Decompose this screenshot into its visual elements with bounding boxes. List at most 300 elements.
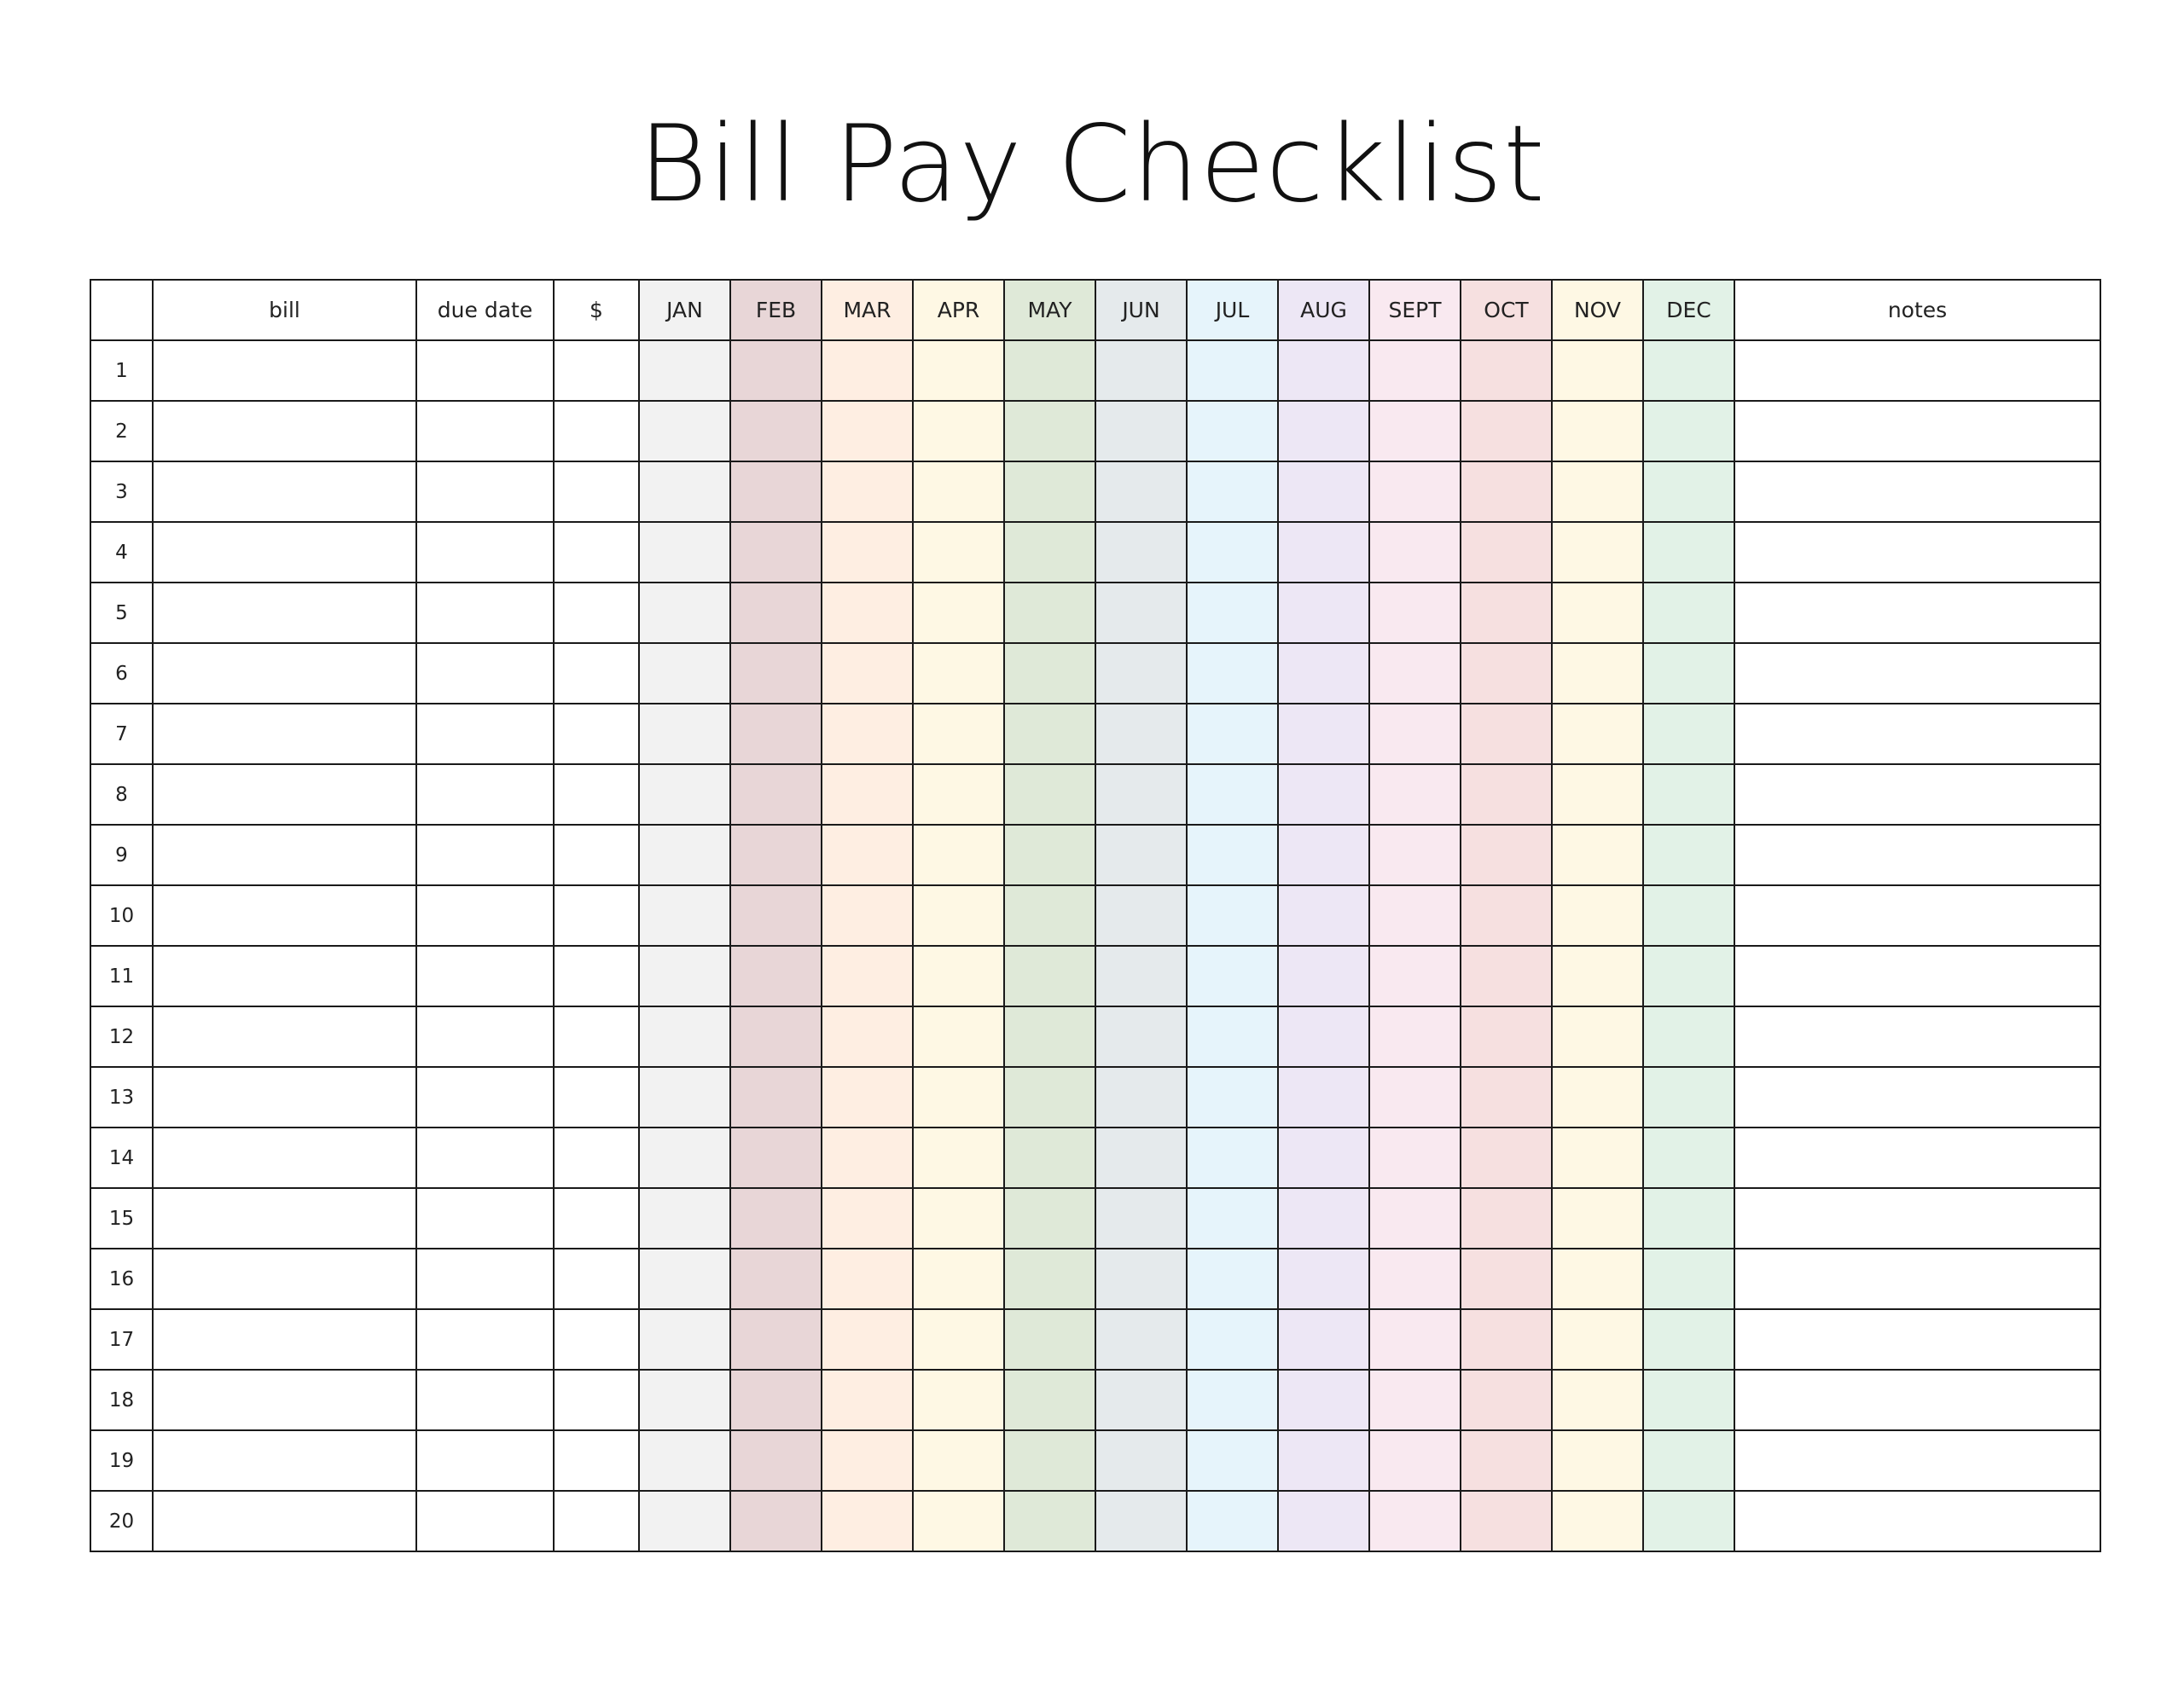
month-check-cell-dec[interactable] bbox=[1643, 704, 1734, 764]
month-check-cell-feb[interactable] bbox=[730, 1006, 822, 1067]
month-check-cell-jul[interactable] bbox=[1187, 1249, 1278, 1309]
amount-cell[interactable] bbox=[554, 401, 639, 461]
month-check-cell-jul[interactable] bbox=[1187, 1430, 1278, 1491]
month-check-cell-feb[interactable] bbox=[730, 1249, 822, 1309]
month-check-cell-jul[interactable] bbox=[1187, 1309, 1278, 1370]
due-date-cell[interactable] bbox=[416, 1430, 554, 1491]
month-check-cell-jul[interactable] bbox=[1187, 1370, 1278, 1430]
month-check-cell-nov[interactable] bbox=[1552, 340, 1643, 401]
month-check-cell-nov[interactable] bbox=[1552, 643, 1643, 704]
month-check-cell-may[interactable] bbox=[1004, 583, 1095, 643]
month-check-cell-aug[interactable] bbox=[1278, 643, 1369, 704]
month-check-cell-oct[interactable] bbox=[1461, 946, 1552, 1006]
amount-cell[interactable] bbox=[554, 1309, 639, 1370]
month-check-cell-oct[interactable] bbox=[1461, 1128, 1552, 1188]
month-check-cell-feb[interactable] bbox=[730, 1188, 822, 1249]
month-check-cell-jul[interactable] bbox=[1187, 340, 1278, 401]
month-check-cell-jun[interactable] bbox=[1095, 643, 1187, 704]
notes-cell[interactable] bbox=[1734, 1067, 2100, 1128]
amount-cell[interactable] bbox=[554, 583, 639, 643]
month-check-cell-may[interactable] bbox=[1004, 1006, 1095, 1067]
month-check-cell-may[interactable] bbox=[1004, 340, 1095, 401]
month-check-cell-jul[interactable] bbox=[1187, 764, 1278, 825]
month-check-cell-oct[interactable] bbox=[1461, 1430, 1552, 1491]
month-check-cell-dec[interactable] bbox=[1643, 583, 1734, 643]
notes-cell[interactable] bbox=[1734, 1491, 2100, 1551]
month-check-cell-nov[interactable] bbox=[1552, 704, 1643, 764]
month-check-cell-apr[interactable] bbox=[913, 1430, 1004, 1491]
month-check-cell-mar[interactable] bbox=[822, 461, 913, 522]
month-check-cell-mar[interactable] bbox=[822, 1309, 913, 1370]
month-check-cell-feb[interactable] bbox=[730, 704, 822, 764]
month-check-cell-mar[interactable] bbox=[822, 704, 913, 764]
amount-cell[interactable] bbox=[554, 643, 639, 704]
month-check-cell-aug[interactable] bbox=[1278, 1188, 1369, 1249]
due-date-cell[interactable] bbox=[416, 704, 554, 764]
bill-cell[interactable] bbox=[153, 704, 416, 764]
month-check-cell-sept[interactable] bbox=[1369, 583, 1461, 643]
month-check-cell-may[interactable] bbox=[1004, 461, 1095, 522]
month-check-cell-apr[interactable] bbox=[913, 1491, 1004, 1551]
month-check-cell-sept[interactable] bbox=[1369, 1188, 1461, 1249]
month-check-cell-oct[interactable] bbox=[1461, 885, 1552, 946]
month-check-cell-jun[interactable] bbox=[1095, 1370, 1187, 1430]
bill-cell[interactable] bbox=[153, 1067, 416, 1128]
notes-cell[interactable] bbox=[1734, 340, 2100, 401]
due-date-cell[interactable] bbox=[416, 764, 554, 825]
month-check-cell-jun[interactable] bbox=[1095, 1249, 1187, 1309]
month-check-cell-aug[interactable] bbox=[1278, 1370, 1369, 1430]
amount-cell[interactable] bbox=[554, 1430, 639, 1491]
month-check-cell-jun[interactable] bbox=[1095, 461, 1187, 522]
month-check-cell-dec[interactable] bbox=[1643, 946, 1734, 1006]
month-check-cell-sept[interactable] bbox=[1369, 1128, 1461, 1188]
month-check-cell-dec[interactable] bbox=[1643, 764, 1734, 825]
month-check-cell-nov[interactable] bbox=[1552, 825, 1643, 885]
bill-cell[interactable] bbox=[153, 643, 416, 704]
month-check-cell-mar[interactable] bbox=[822, 1188, 913, 1249]
amount-cell[interactable] bbox=[554, 1006, 639, 1067]
month-check-cell-aug[interactable] bbox=[1278, 1491, 1369, 1551]
month-check-cell-jul[interactable] bbox=[1187, 1006, 1278, 1067]
month-check-cell-may[interactable] bbox=[1004, 946, 1095, 1006]
month-check-cell-sept[interactable] bbox=[1369, 1370, 1461, 1430]
bill-cell[interactable] bbox=[153, 1491, 416, 1551]
month-check-cell-jun[interactable] bbox=[1095, 401, 1187, 461]
month-check-cell-may[interactable] bbox=[1004, 825, 1095, 885]
month-check-cell-may[interactable] bbox=[1004, 1067, 1095, 1128]
month-check-cell-nov[interactable] bbox=[1552, 461, 1643, 522]
month-check-cell-nov[interactable] bbox=[1552, 1309, 1643, 1370]
amount-cell[interactable] bbox=[554, 340, 639, 401]
month-check-cell-dec[interactable] bbox=[1643, 1370, 1734, 1430]
month-check-cell-mar[interactable] bbox=[822, 1430, 913, 1491]
notes-cell[interactable] bbox=[1734, 946, 2100, 1006]
month-check-cell-nov[interactable] bbox=[1552, 1128, 1643, 1188]
month-check-cell-jun[interactable] bbox=[1095, 1128, 1187, 1188]
month-check-cell-jul[interactable] bbox=[1187, 583, 1278, 643]
month-check-cell-dec[interactable] bbox=[1643, 885, 1734, 946]
month-check-cell-nov[interactable] bbox=[1552, 946, 1643, 1006]
month-check-cell-aug[interactable] bbox=[1278, 1309, 1369, 1370]
amount-cell[interactable] bbox=[554, 1370, 639, 1430]
month-check-cell-jan[interactable] bbox=[639, 1188, 730, 1249]
month-check-cell-jul[interactable] bbox=[1187, 1188, 1278, 1249]
month-check-cell-aug[interactable] bbox=[1278, 704, 1369, 764]
notes-cell[interactable] bbox=[1734, 704, 2100, 764]
month-check-cell-dec[interactable] bbox=[1643, 1188, 1734, 1249]
month-check-cell-aug[interactable] bbox=[1278, 1430, 1369, 1491]
month-check-cell-jan[interactable] bbox=[639, 764, 730, 825]
month-check-cell-aug[interactable] bbox=[1278, 946, 1369, 1006]
month-check-cell-dec[interactable] bbox=[1643, 1309, 1734, 1370]
month-check-cell-apr[interactable] bbox=[913, 461, 1004, 522]
month-check-cell-may[interactable] bbox=[1004, 522, 1095, 583]
month-check-cell-aug[interactable] bbox=[1278, 825, 1369, 885]
month-check-cell-dec[interactable] bbox=[1643, 1006, 1734, 1067]
bill-cell[interactable] bbox=[153, 401, 416, 461]
month-check-cell-feb[interactable] bbox=[730, 340, 822, 401]
month-check-cell-mar[interactable] bbox=[822, 1006, 913, 1067]
month-check-cell-sept[interactable] bbox=[1369, 522, 1461, 583]
notes-cell[interactable] bbox=[1734, 1128, 2100, 1188]
month-check-cell-mar[interactable] bbox=[822, 401, 913, 461]
month-check-cell-feb[interactable] bbox=[730, 1430, 822, 1491]
month-check-cell-jan[interactable] bbox=[639, 340, 730, 401]
bill-cell[interactable] bbox=[153, 461, 416, 522]
month-check-cell-oct[interactable] bbox=[1461, 522, 1552, 583]
month-check-cell-apr[interactable] bbox=[913, 340, 1004, 401]
month-check-cell-dec[interactable] bbox=[1643, 1249, 1734, 1309]
notes-cell[interactable] bbox=[1734, 522, 2100, 583]
month-check-cell-aug[interactable] bbox=[1278, 401, 1369, 461]
month-check-cell-sept[interactable] bbox=[1369, 1249, 1461, 1309]
month-check-cell-jul[interactable] bbox=[1187, 1067, 1278, 1128]
month-check-cell-jul[interactable] bbox=[1187, 704, 1278, 764]
month-check-cell-jan[interactable] bbox=[639, 461, 730, 522]
due-date-cell[interactable] bbox=[416, 1006, 554, 1067]
due-date-cell[interactable] bbox=[416, 1249, 554, 1309]
amount-cell[interactable] bbox=[554, 1491, 639, 1551]
bill-cell[interactable] bbox=[153, 1430, 416, 1491]
bill-cell[interactable] bbox=[153, 1309, 416, 1370]
month-check-cell-dec[interactable] bbox=[1643, 1067, 1734, 1128]
notes-cell[interactable] bbox=[1734, 764, 2100, 825]
month-check-cell-mar[interactable] bbox=[822, 643, 913, 704]
month-check-cell-apr[interactable] bbox=[913, 522, 1004, 583]
month-check-cell-jan[interactable] bbox=[639, 704, 730, 764]
notes-cell[interactable] bbox=[1734, 1006, 2100, 1067]
bill-cell[interactable] bbox=[153, 1128, 416, 1188]
month-check-cell-sept[interactable] bbox=[1369, 946, 1461, 1006]
month-check-cell-oct[interactable] bbox=[1461, 1370, 1552, 1430]
month-check-cell-oct[interactable] bbox=[1461, 401, 1552, 461]
bill-cell[interactable] bbox=[153, 1006, 416, 1067]
month-check-cell-oct[interactable] bbox=[1461, 340, 1552, 401]
month-check-cell-mar[interactable] bbox=[822, 522, 913, 583]
month-check-cell-jun[interactable] bbox=[1095, 825, 1187, 885]
due-date-cell[interactable] bbox=[416, 522, 554, 583]
month-check-cell-nov[interactable] bbox=[1552, 1370, 1643, 1430]
notes-cell[interactable] bbox=[1734, 1188, 2100, 1249]
month-check-cell-oct[interactable] bbox=[1461, 1309, 1552, 1370]
month-check-cell-mar[interactable] bbox=[822, 825, 913, 885]
month-check-cell-sept[interactable] bbox=[1369, 1006, 1461, 1067]
month-check-cell-mar[interactable] bbox=[822, 583, 913, 643]
month-check-cell-feb[interactable] bbox=[730, 643, 822, 704]
month-check-cell-oct[interactable] bbox=[1461, 1249, 1552, 1309]
month-check-cell-sept[interactable] bbox=[1369, 1491, 1461, 1551]
month-check-cell-jun[interactable] bbox=[1095, 583, 1187, 643]
month-check-cell-jul[interactable] bbox=[1187, 885, 1278, 946]
month-check-cell-dec[interactable] bbox=[1643, 1430, 1734, 1491]
month-check-cell-sept[interactable] bbox=[1369, 340, 1461, 401]
month-check-cell-oct[interactable] bbox=[1461, 1188, 1552, 1249]
month-check-cell-jun[interactable] bbox=[1095, 885, 1187, 946]
bill-cell[interactable] bbox=[153, 946, 416, 1006]
month-check-cell-aug[interactable] bbox=[1278, 885, 1369, 946]
month-check-cell-jun[interactable] bbox=[1095, 946, 1187, 1006]
month-check-cell-mar[interactable] bbox=[822, 340, 913, 401]
due-date-cell[interactable] bbox=[416, 825, 554, 885]
month-check-cell-sept[interactable] bbox=[1369, 643, 1461, 704]
month-check-cell-apr[interactable] bbox=[913, 401, 1004, 461]
notes-cell[interactable] bbox=[1734, 1249, 2100, 1309]
month-check-cell-nov[interactable] bbox=[1552, 522, 1643, 583]
month-check-cell-apr[interactable] bbox=[913, 1067, 1004, 1128]
bill-cell[interactable] bbox=[153, 340, 416, 401]
month-check-cell-sept[interactable] bbox=[1369, 764, 1461, 825]
notes-cell[interactable] bbox=[1734, 885, 2100, 946]
month-check-cell-feb[interactable] bbox=[730, 461, 822, 522]
month-check-cell-feb[interactable] bbox=[730, 764, 822, 825]
month-check-cell-oct[interactable] bbox=[1461, 1491, 1552, 1551]
due-date-cell[interactable] bbox=[416, 643, 554, 704]
month-check-cell-may[interactable] bbox=[1004, 1128, 1095, 1188]
notes-cell[interactable] bbox=[1734, 1309, 2100, 1370]
month-check-cell-oct[interactable] bbox=[1461, 1006, 1552, 1067]
month-check-cell-nov[interactable] bbox=[1552, 764, 1643, 825]
due-date-cell[interactable] bbox=[416, 885, 554, 946]
month-check-cell-dec[interactable] bbox=[1643, 340, 1734, 401]
month-check-cell-may[interactable] bbox=[1004, 1188, 1095, 1249]
month-check-cell-dec[interactable] bbox=[1643, 522, 1734, 583]
amount-cell[interactable] bbox=[554, 764, 639, 825]
month-check-cell-nov[interactable] bbox=[1552, 1067, 1643, 1128]
bill-cell[interactable] bbox=[153, 1249, 416, 1309]
month-check-cell-jan[interactable] bbox=[639, 583, 730, 643]
month-check-cell-aug[interactable] bbox=[1278, 461, 1369, 522]
amount-cell[interactable] bbox=[554, 1067, 639, 1128]
month-check-cell-may[interactable] bbox=[1004, 704, 1095, 764]
amount-cell[interactable] bbox=[554, 1188, 639, 1249]
month-check-cell-jun[interactable] bbox=[1095, 1006, 1187, 1067]
month-check-cell-jan[interactable] bbox=[639, 401, 730, 461]
amount-cell[interactable] bbox=[554, 704, 639, 764]
amount-cell[interactable] bbox=[554, 1128, 639, 1188]
month-check-cell-oct[interactable] bbox=[1461, 583, 1552, 643]
month-check-cell-may[interactable] bbox=[1004, 643, 1095, 704]
amount-cell[interactable] bbox=[554, 1249, 639, 1309]
month-check-cell-jan[interactable] bbox=[639, 1128, 730, 1188]
month-check-cell-nov[interactable] bbox=[1552, 1491, 1643, 1551]
month-check-cell-sept[interactable] bbox=[1369, 1309, 1461, 1370]
month-check-cell-may[interactable] bbox=[1004, 764, 1095, 825]
month-check-cell-aug[interactable] bbox=[1278, 764, 1369, 825]
month-check-cell-dec[interactable] bbox=[1643, 461, 1734, 522]
month-check-cell-apr[interactable] bbox=[913, 1188, 1004, 1249]
month-check-cell-oct[interactable] bbox=[1461, 825, 1552, 885]
month-check-cell-jul[interactable] bbox=[1187, 522, 1278, 583]
month-check-cell-sept[interactable] bbox=[1369, 461, 1461, 522]
bill-cell[interactable] bbox=[153, 522, 416, 583]
month-check-cell-apr[interactable] bbox=[913, 1006, 1004, 1067]
month-check-cell-feb[interactable] bbox=[730, 1491, 822, 1551]
amount-cell[interactable] bbox=[554, 522, 639, 583]
notes-cell[interactable] bbox=[1734, 583, 2100, 643]
amount-cell[interactable] bbox=[554, 885, 639, 946]
month-check-cell-feb[interactable] bbox=[730, 1309, 822, 1370]
month-check-cell-jun[interactable] bbox=[1095, 1188, 1187, 1249]
month-check-cell-jun[interactable] bbox=[1095, 340, 1187, 401]
month-check-cell-jun[interactable] bbox=[1095, 764, 1187, 825]
month-check-cell-jun[interactable] bbox=[1095, 704, 1187, 764]
month-check-cell-jan[interactable] bbox=[639, 1430, 730, 1491]
due-date-cell[interactable] bbox=[416, 340, 554, 401]
month-check-cell-may[interactable] bbox=[1004, 1430, 1095, 1491]
notes-cell[interactable] bbox=[1734, 401, 2100, 461]
amount-cell[interactable] bbox=[554, 461, 639, 522]
notes-cell[interactable] bbox=[1734, 825, 2100, 885]
bill-cell[interactable] bbox=[153, 583, 416, 643]
due-date-cell[interactable] bbox=[416, 583, 554, 643]
month-check-cell-feb[interactable] bbox=[730, 522, 822, 583]
month-check-cell-jan[interactable] bbox=[639, 522, 730, 583]
month-check-cell-aug[interactable] bbox=[1278, 1128, 1369, 1188]
month-check-cell-dec[interactable] bbox=[1643, 825, 1734, 885]
month-check-cell-mar[interactable] bbox=[822, 946, 913, 1006]
month-check-cell-sept[interactable] bbox=[1369, 825, 1461, 885]
month-check-cell-jul[interactable] bbox=[1187, 643, 1278, 704]
bill-cell[interactable] bbox=[153, 885, 416, 946]
month-check-cell-jan[interactable] bbox=[639, 1249, 730, 1309]
month-check-cell-apr[interactable] bbox=[913, 583, 1004, 643]
notes-cell[interactable] bbox=[1734, 1430, 2100, 1491]
month-check-cell-aug[interactable] bbox=[1278, 583, 1369, 643]
month-check-cell-nov[interactable] bbox=[1552, 1188, 1643, 1249]
month-check-cell-jul[interactable] bbox=[1187, 946, 1278, 1006]
month-check-cell-nov[interactable] bbox=[1552, 1430, 1643, 1491]
month-check-cell-feb[interactable] bbox=[730, 885, 822, 946]
month-check-cell-apr[interactable] bbox=[913, 1370, 1004, 1430]
month-check-cell-feb[interactable] bbox=[730, 946, 822, 1006]
month-check-cell-apr[interactable] bbox=[913, 764, 1004, 825]
month-check-cell-mar[interactable] bbox=[822, 1128, 913, 1188]
due-date-cell[interactable] bbox=[416, 1309, 554, 1370]
month-check-cell-feb[interactable] bbox=[730, 1370, 822, 1430]
month-check-cell-feb[interactable] bbox=[730, 825, 822, 885]
notes-cell[interactable] bbox=[1734, 461, 2100, 522]
bill-cell[interactable] bbox=[153, 1188, 416, 1249]
month-check-cell-oct[interactable] bbox=[1461, 764, 1552, 825]
month-check-cell-jan[interactable] bbox=[639, 825, 730, 885]
month-check-cell-sept[interactable] bbox=[1369, 1430, 1461, 1491]
amount-cell[interactable] bbox=[554, 946, 639, 1006]
due-date-cell[interactable] bbox=[416, 1128, 554, 1188]
month-check-cell-nov[interactable] bbox=[1552, 885, 1643, 946]
month-check-cell-apr[interactable] bbox=[913, 1128, 1004, 1188]
month-check-cell-jun[interactable] bbox=[1095, 1430, 1187, 1491]
month-check-cell-feb[interactable] bbox=[730, 583, 822, 643]
month-check-cell-dec[interactable] bbox=[1643, 1128, 1734, 1188]
month-check-cell-jul[interactable] bbox=[1187, 825, 1278, 885]
month-check-cell-sept[interactable] bbox=[1369, 704, 1461, 764]
month-check-cell-dec[interactable] bbox=[1643, 1491, 1734, 1551]
due-date-cell[interactable] bbox=[416, 946, 554, 1006]
month-check-cell-mar[interactable] bbox=[822, 1067, 913, 1128]
month-check-cell-jun[interactable] bbox=[1095, 1309, 1187, 1370]
month-check-cell-jun[interactable] bbox=[1095, 1491, 1187, 1551]
month-check-cell-sept[interactable] bbox=[1369, 401, 1461, 461]
month-check-cell-apr[interactable] bbox=[913, 946, 1004, 1006]
month-check-cell-may[interactable] bbox=[1004, 1491, 1095, 1551]
month-check-cell-aug[interactable] bbox=[1278, 340, 1369, 401]
month-check-cell-jan[interactable] bbox=[639, 885, 730, 946]
month-check-cell-aug[interactable] bbox=[1278, 1067, 1369, 1128]
month-check-cell-apr[interactable] bbox=[913, 643, 1004, 704]
month-check-cell-jan[interactable] bbox=[639, 1491, 730, 1551]
month-check-cell-may[interactable] bbox=[1004, 1249, 1095, 1309]
month-check-cell-jul[interactable] bbox=[1187, 1491, 1278, 1551]
month-check-cell-mar[interactable] bbox=[822, 764, 913, 825]
bill-cell[interactable] bbox=[153, 764, 416, 825]
month-check-cell-oct[interactable] bbox=[1461, 704, 1552, 764]
month-check-cell-nov[interactable] bbox=[1552, 1006, 1643, 1067]
bill-cell[interactable] bbox=[153, 825, 416, 885]
bill-cell[interactable] bbox=[153, 1370, 416, 1430]
due-date-cell[interactable] bbox=[416, 461, 554, 522]
month-check-cell-nov[interactable] bbox=[1552, 1249, 1643, 1309]
month-check-cell-jul[interactable] bbox=[1187, 401, 1278, 461]
month-check-cell-mar[interactable] bbox=[822, 1491, 913, 1551]
month-check-cell-oct[interactable] bbox=[1461, 461, 1552, 522]
month-check-cell-jan[interactable] bbox=[639, 1006, 730, 1067]
month-check-cell-apr[interactable] bbox=[913, 704, 1004, 764]
month-check-cell-dec[interactable] bbox=[1643, 643, 1734, 704]
due-date-cell[interactable] bbox=[416, 401, 554, 461]
month-check-cell-mar[interactable] bbox=[822, 1370, 913, 1430]
month-check-cell-jan[interactable] bbox=[639, 643, 730, 704]
due-date-cell[interactable] bbox=[416, 1188, 554, 1249]
month-check-cell-aug[interactable] bbox=[1278, 522, 1369, 583]
month-check-cell-oct[interactable] bbox=[1461, 1067, 1552, 1128]
month-check-cell-nov[interactable] bbox=[1552, 401, 1643, 461]
month-check-cell-jun[interactable] bbox=[1095, 1067, 1187, 1128]
due-date-cell[interactable] bbox=[416, 1370, 554, 1430]
month-check-cell-apr[interactable] bbox=[913, 885, 1004, 946]
month-check-cell-may[interactable] bbox=[1004, 401, 1095, 461]
month-check-cell-jan[interactable] bbox=[639, 946, 730, 1006]
month-check-cell-jan[interactable] bbox=[639, 1370, 730, 1430]
month-check-cell-jun[interactable] bbox=[1095, 522, 1187, 583]
month-check-cell-jan[interactable] bbox=[639, 1067, 730, 1128]
month-check-cell-jul[interactable] bbox=[1187, 1128, 1278, 1188]
month-check-cell-dec[interactable] bbox=[1643, 401, 1734, 461]
month-check-cell-sept[interactable] bbox=[1369, 885, 1461, 946]
month-check-cell-aug[interactable] bbox=[1278, 1006, 1369, 1067]
month-check-cell-aug[interactable] bbox=[1278, 1249, 1369, 1309]
due-date-cell[interactable] bbox=[416, 1067, 554, 1128]
